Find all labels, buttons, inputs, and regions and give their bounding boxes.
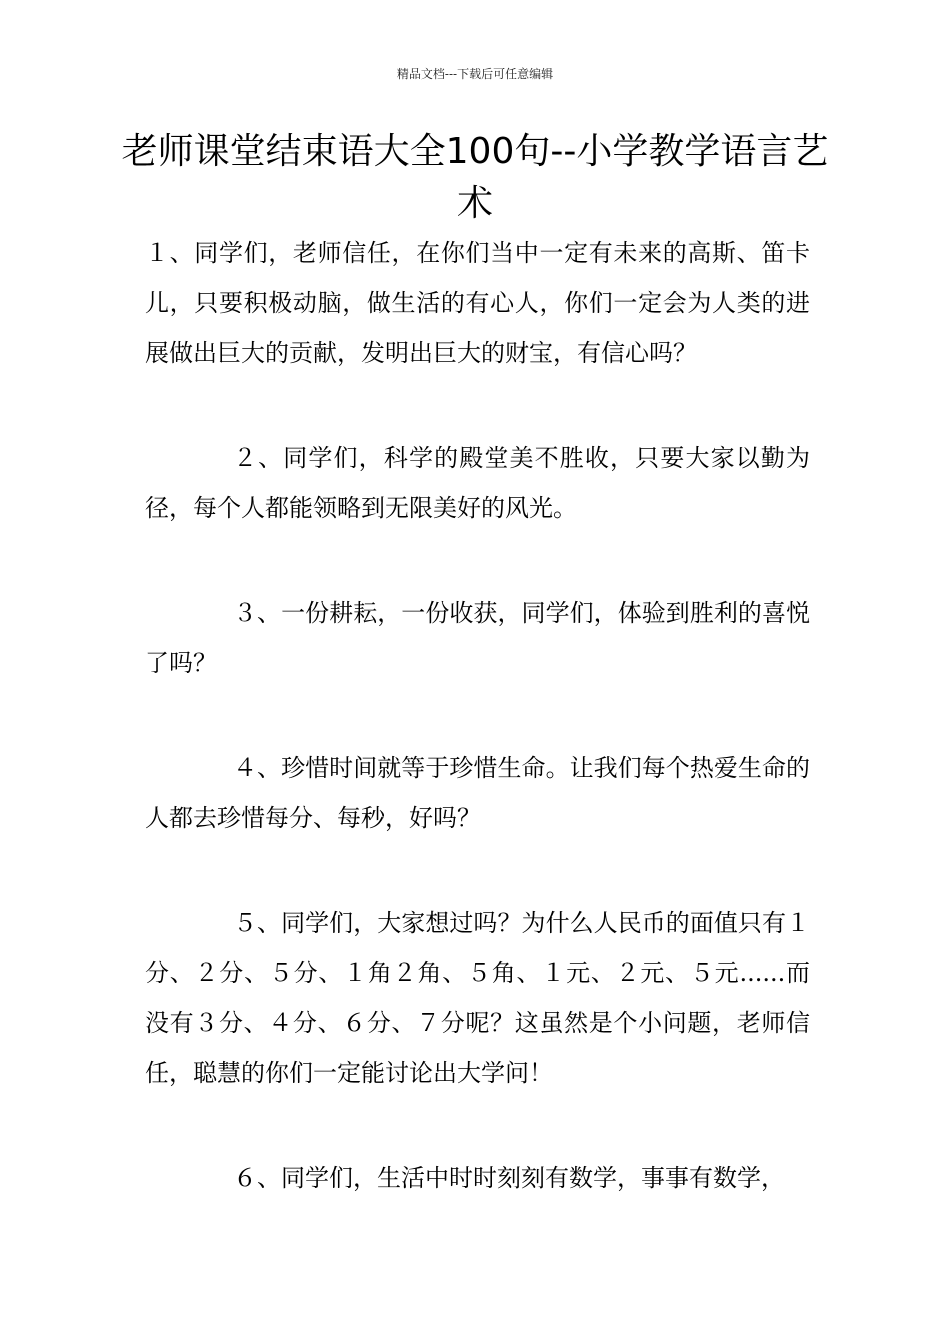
document-title: 老师课堂结束语大全100句--小学教学语言艺术 xyxy=(121,131,829,224)
paragraph-4: ４、珍惜时间就等于珍惜生命。让我们每个热爱生命的人都去珍惜每分、每秒，好吗？ xyxy=(145,754,810,832)
paragraph-3: ３、一份耕耘，一份收获，同学们，体验到胜利的喜悦了吗？ xyxy=(145,599,810,677)
document-body xyxy=(145,228,810,1258)
paragraph-1: １、同学们，老师信任，在你们当中一定有未来的高斯、笛卡儿，只要积极动脑，做生活的有心人，你们一定会为人类的进展做出巨大的贡献，发明出巨大的财宝，有信心吗？ xyxy=(145,239,810,367)
paragraph-6: ６、同学们，生活中时时刻刻有数学，事事有数学， xyxy=(233,1164,785,1192)
paragraph-5: ５、同学们，大家想过吗？为什么人民币的面值只有１分、２分、５分、１角２角、５角、１元、２元、５元......而没有３分、４分、６分、７分呢？这虽然是个小问题，老师信任，聪慧的你们一定能讨论出大学问！ xyxy=(145,909,810,1087)
header-note: 精品文档---下载后可任意编辑 xyxy=(396,67,554,81)
paragraph-2: ２、同学们，科学的殿堂美不胜收，只要大家以勤为径，每个人都能领略到无限美好的风光。 xyxy=(145,444,810,522)
